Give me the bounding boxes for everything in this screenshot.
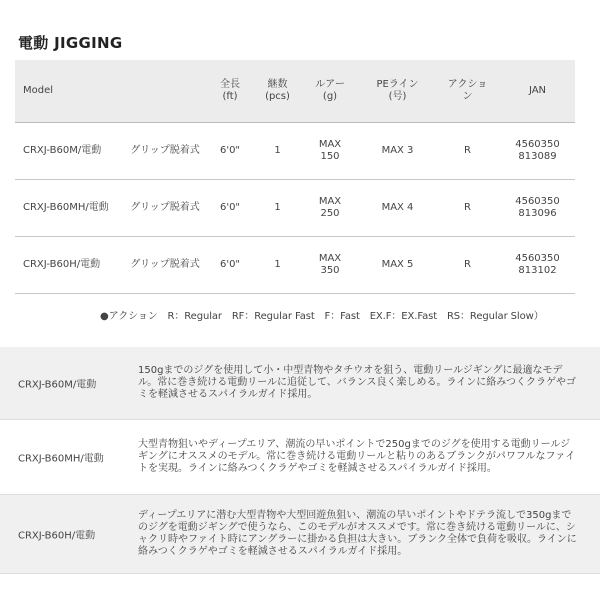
description-row: [0, 347, 600, 420]
cell-type: グリップ脱着式: [125, 123, 205, 180]
table-row: [15, 123, 575, 180]
description-text: ディープエリアに潜む大型青物や大型回遊魚狙い、潮流の早いポイントやドテラ流しで350gまでのジグを電動ジギングで使うなら、このモデルがオススメです。常に巻き続ける電動リールに、シャクリ時やファイト時にアングラーに掛かる負担は大きい。ブランク全体で負荷を吸収。ラインに絡みつくクラゲやゴミを軽減させるスパイラルガイド採用。: [138, 510, 577, 557]
cell-jan: 4560350 813102: [500, 237, 575, 294]
description-model: CRXJ-B60MH/電動: [18, 453, 104, 465]
cell-type: グリップ脱着式: [125, 237, 205, 294]
header-lure: ルアー (g): [300, 60, 360, 123]
cell-action: R: [435, 237, 500, 294]
cell-model: CRXJ-B60MH/電動: [15, 180, 125, 237]
cell-jan: 4560350 813096: [500, 180, 575, 237]
cell-length: 6'0": [205, 180, 255, 237]
header-type: [125, 60, 205, 123]
table-row: [15, 180, 575, 237]
table-header-row: [15, 60, 575, 123]
header-pe-line: PEライン (号): [360, 60, 435, 123]
spec-table: [15, 60, 575, 294]
cell-length: 6'0": [205, 123, 255, 180]
table-row: [15, 237, 575, 294]
cell-lure: MAX 350: [300, 237, 360, 294]
cell-pieces: 1: [255, 237, 300, 294]
cell-type: グリップ脱着式: [125, 180, 205, 237]
cell-pe-line: MAX 3: [360, 123, 435, 180]
action-legend: ●アクション R：Regular RF：Regular Fast F：Fast EX.F：EX.Fast RS：Regular Slow）: [100, 311, 544, 322]
cell-length: 6'0": [205, 237, 255, 294]
cell-action: R: [435, 180, 500, 237]
cell-model: CRXJ-B60H/電動: [15, 237, 125, 294]
header-length: 全長 (ft): [205, 60, 255, 123]
description-row: [0, 495, 600, 574]
page-title: 電動 JIGGING: [18, 34, 123, 52]
description-row: [0, 420, 600, 495]
cell-action: R: [435, 123, 500, 180]
header-pieces: 継数 (pcs): [255, 60, 300, 123]
description-model: CRXJ-B60M/電動: [18, 379, 97, 391]
cell-lure: MAX 250: [300, 180, 360, 237]
description-text: 150gまでのジグを使用して小・中型青物やタチウオを狙う、電動リールジギングに最適なモデル。常に巻き続ける電動リールに追従して、バランス良く楽しめる。ラインに絡みつくクラゲやゴミを軽減させるスパイラルガイド採用。: [138, 365, 576, 400]
cell-lure: MAX 150: [300, 123, 360, 180]
cell-pieces: 1: [255, 123, 300, 180]
description-model: CRXJ-B60H/電動: [18, 530, 96, 542]
cell-jan: 4560350 813089: [500, 123, 575, 180]
cell-pieces: 1: [255, 180, 300, 237]
cell-pe-line: MAX 5: [360, 237, 435, 294]
description-text: 大型青物狙いやディープエリア、潮流の早いポイントで250gまでのジグを使用する電動リールジギングにオススメのモデル。常に巻き続ける電動リールと粘りのあるブランクがパワフルなファイトを実現。ラインに絡みつくクラゲやゴミを軽減させるスパイラルガイド採用。: [138, 439, 576, 474]
header-model: Model: [15, 60, 125, 123]
header-jan: JAN: [500, 60, 575, 123]
cell-model: CRXJ-B60M/電動: [15, 123, 125, 180]
cell-pe-line: MAX 4: [360, 180, 435, 237]
header-action: アクショ ン: [435, 60, 500, 123]
